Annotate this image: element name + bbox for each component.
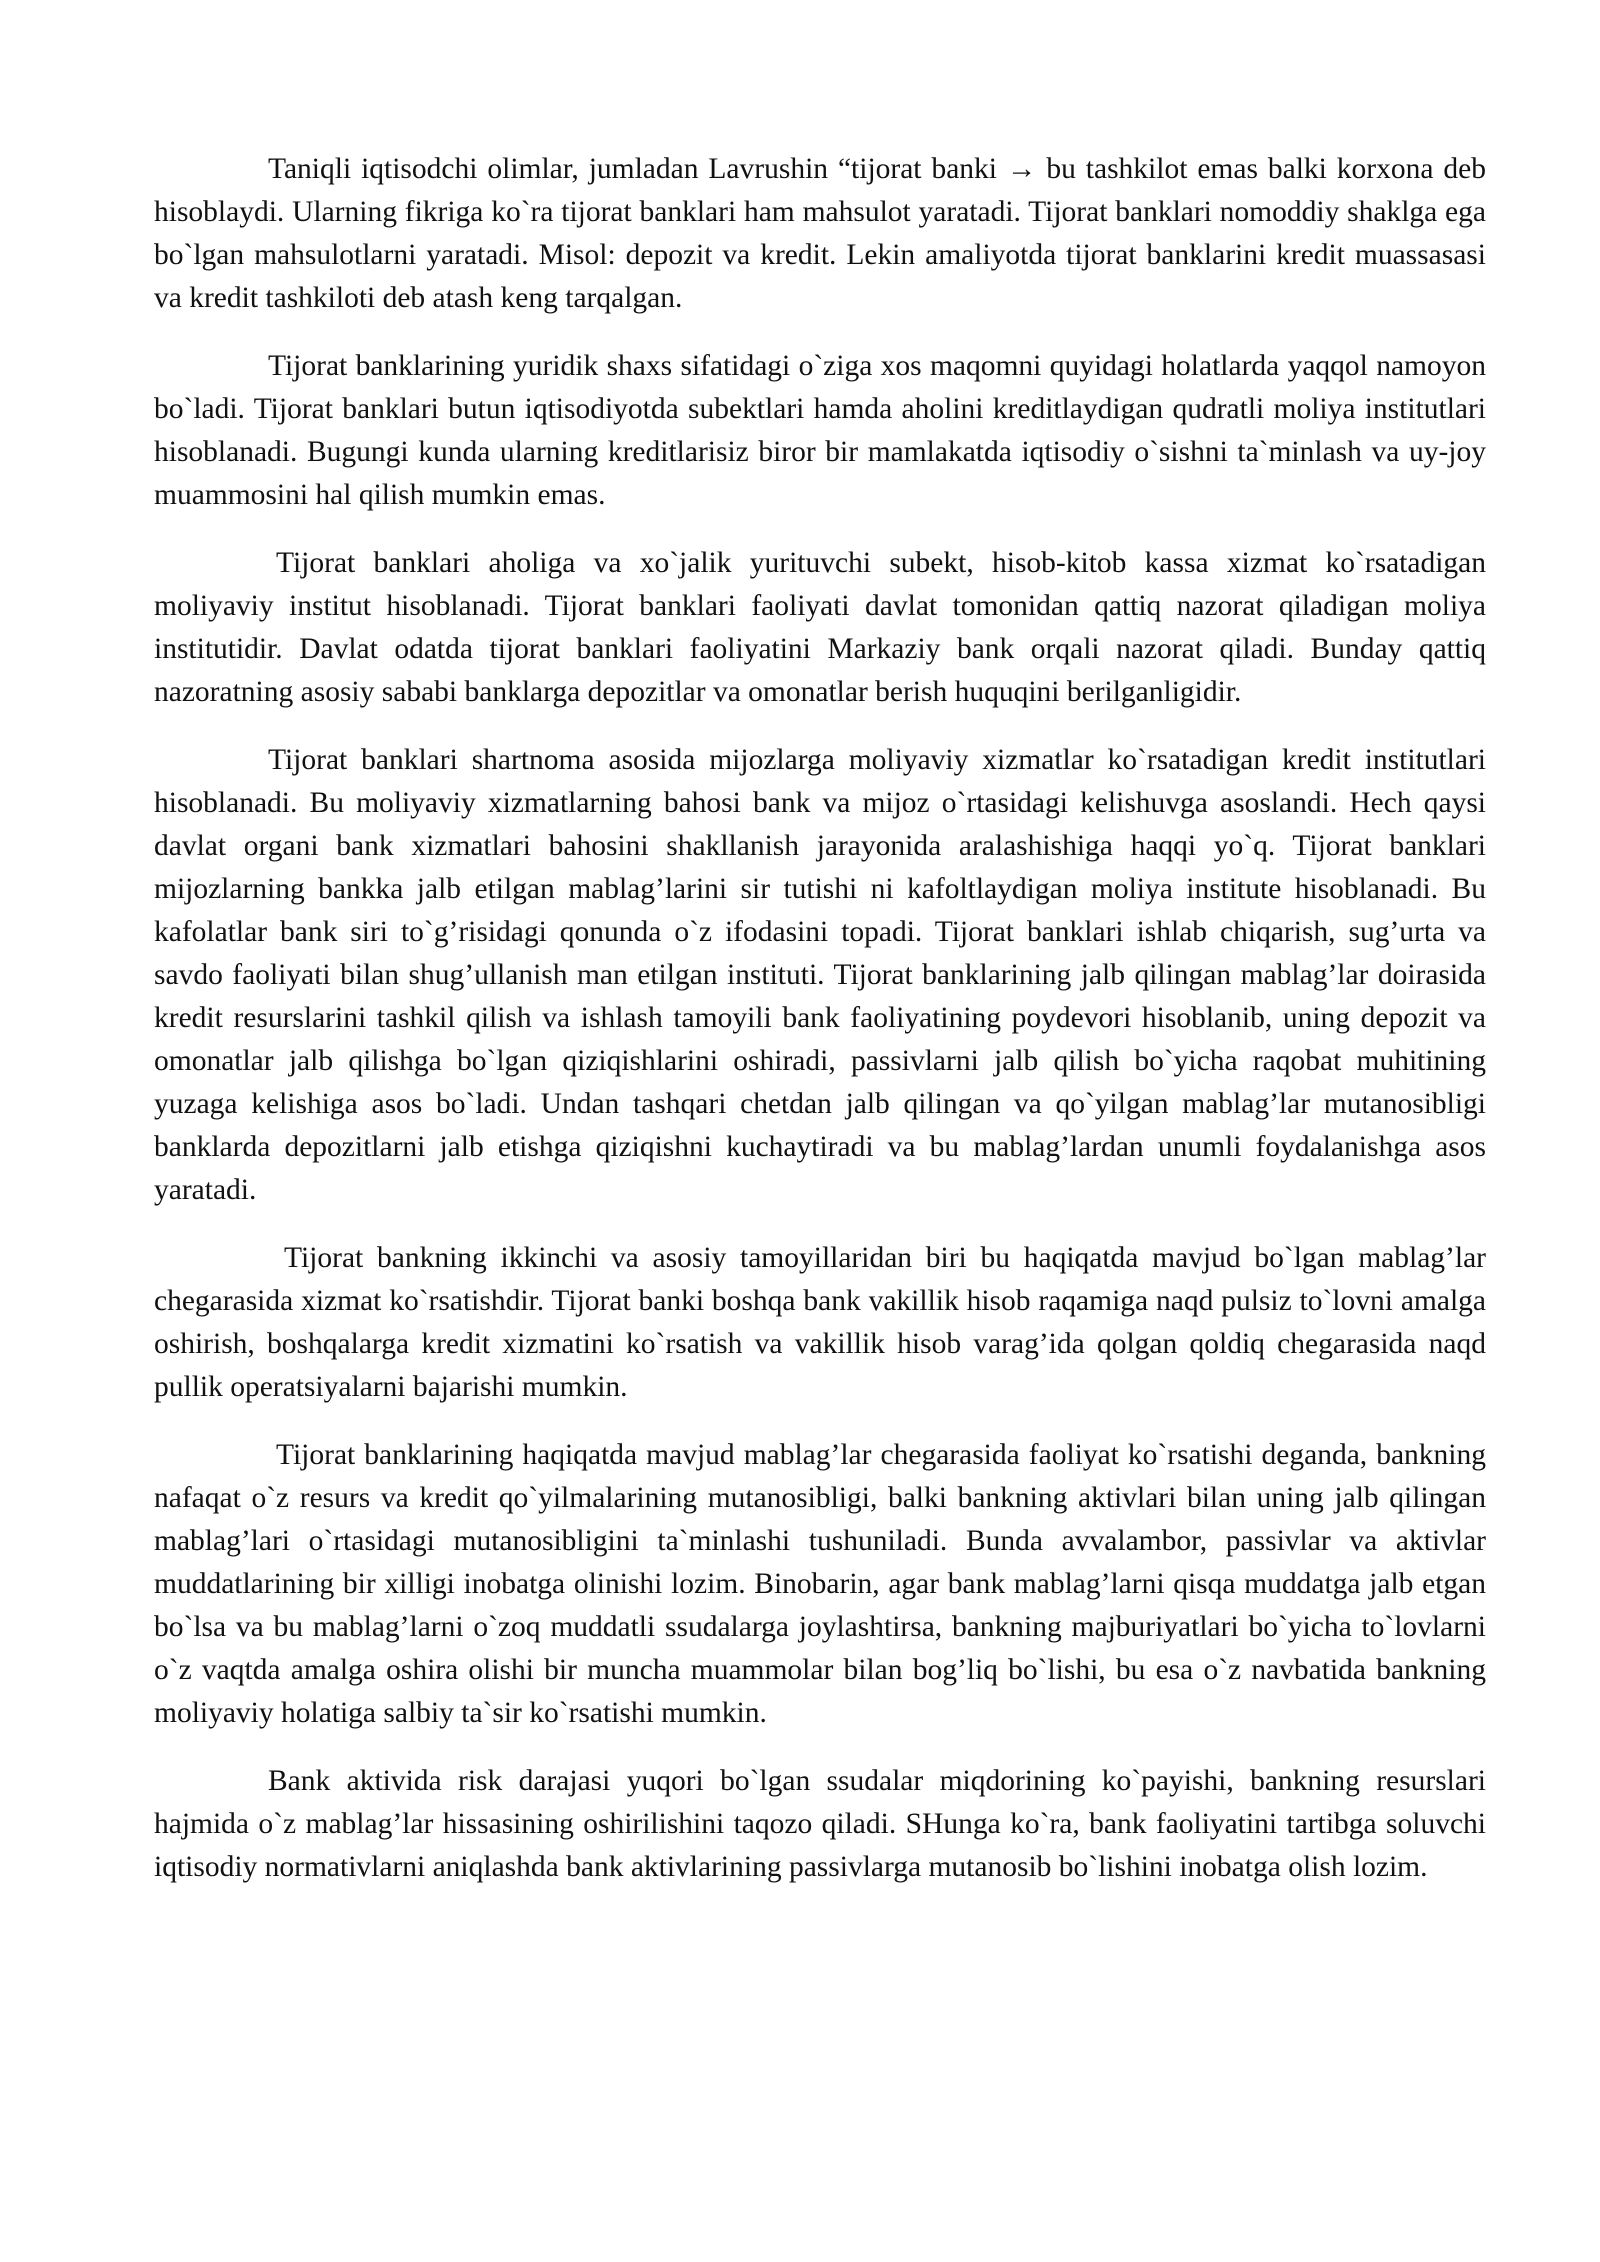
paragraph-1: Taniqli iqtisodchi olimlar, jumladan Lavrushin “tijorat banki → bu tashkilot emas balki korxona deb hisoblaydi. Ularning fikriga ko`ra tijorat banklari ham mahsulot yaratadi. Tijorat banklari nomoddiy shaklga ega bo`lgan mahsulotlarni yaratadi. Misol: depozit va kredit. Lekin amaliyotda tijorat banklarini kredit muassasasi va kredit tashkiloti deb atash keng tarqalgan. xyxy=(154,153,1486,314)
paragraph-4: Tijorat banklari shartnoma asosida mijozlarga moliyaviy xizmatlar ko`rsatadigan kredit institutlari hisoblanadi. Bu moliyaviy xizmatlarning bahosi bank va mijoz o`rtasidagi kelishuvga asoslandi. Hech qaysi davlat organi bank xizmatlari bahosini shakllanish jarayonida aralashishiga haqqi yo`q. Tijorat banklari mijozlarning bankka jalb etilgan mablag’larini sir tutishi ni kafoltlaydigan moliya institute hisoblanadi. Bu kafolatlar bank siri to`g’risidagi qonunda o`z ifodasini topadi. Tijorat banklari ishlab chiqarish, sug’urta va savdo faoliyati bilan shug’ullanish man etilgan instituti. Tijorat banklarining jalb qilingan mablag’lar doirasida kredit resurslarini tashkil qilish va ishlash tamoyili bank faoliyatining poydevori hisoblanib, uning depozit va omonatlar jalb qilishga bo`lgan qiziqishlarini oshiradi, passivlarni jalb qilish bo`yicha raqobat muhitining yuzaga kelishiga asos bo`ladi. Undan tashqari chetdan jalb qilingan va qo`yilgan mablag’lar mutanosibligi banklarda depozitlarni jalb etishga qiziqishni kuchaytiradi va bu mablag’lardan unumli foydalanishga asos yaratadi. xyxy=(154,744,1486,1206)
paragraph-3: Tijorat banklari aholiga va xo`jalik yurituvchi subekt, hisob-kitob kassa xizmat ko`rsatadigan moliyaviy institut hisoblanadi. Tijorat banklari faoliyati davlat tomonidan qattiq nazorat qiladigan moliya institutidir. Davlat odatda tijorat banklari faoliyatini Markaziy bank orqali nazorat qiladi. Bunday qattiq nazoratning asosiy sababi banklarga depozitlar va omonatlar berish huquqini berilganligidir. xyxy=(154,547,1486,708)
document-body xyxy=(154,148,1486,1914)
paragraph-2: Tijorat banklarining yuridik shaxs sifatidagi o`ziga xos maqomni quyidagi holatlarda yaqqol namoyon bo`ladi. Tijorat banklari butun iqtisodiyotda subektlari hamda aholini kreditlaydigan qudratli moliya institutlari hisoblanadi. Bugungi kunda ularning kreditlarisiz biror bir mamlakatda iqtisodiy o`sishni ta`minlash va uy-joy muammosini hal qilish mumkin emas. xyxy=(154,350,1486,511)
paragraph-5: Tijorat bankning ikkinchi va asosiy tamoyillaridan biri bu haqiqatda mavjud bo`lgan mablag’lar chegarasida xizmat ko`rsatishdir. Tijorat banki boshqa bank vakillik hisob raqamiga naqd pulsiz to`lovni amalga oshirish, boshqalarga kredit xizmatini ko`rsatish va vakillik hisob varag’ida qolgan qoldiq chegarasida naqd pullik operatsiyalarni bajarishi mumkin. xyxy=(154,1242,1486,1403)
paragraph-7: Bank aktivida risk darajasi yuqori bo`lgan ssudalar miqdorining ko`payishi, bankning resurslari hajmida o`z mablag’lar hissasining oshirilishini taqozo qiladi. SHunga ko`ra, bank faoliyatini tartibga soluvchi iqtisodiy normativlarni aniqlashda bank aktivlarining passivlarga mutanosib bo`lishini inobatga olish lozim. xyxy=(154,1765,1486,1883)
paragraph-6: Tijorat banklarining haqiqatda mavjud mablag’lar chegarasida faoliyat ko`rsatishi deganda, bankning nafaqat o`z resurs va kredit qo`yilmalarining mutanosibligi, balki bankning aktivlari bilan uning jalb qilingan mablag’lari o`rtasidagi mutanosibligini ta`minlashi tushuniladi. Bunda avvalambor, passivlar va aktivlar muddatlarining bir xilligi inobatga olinishi lozim. Binobarin, agar bank mablag’larni qisqa muddatga jalb etgan bo`lsa va bu mablag’larni o`zoq muddatli ssudalarga joylashtirsa, bankning majburiyatlari bo`yicha to`lovlarni o`z vaqtda amalga oshira olishi bir muncha muammolar bilan bog’liq bo`lishi, bu esa o`z navbatida bankning moliyaviy holatiga salbiy ta`sir ko`rsatishi mumkin. xyxy=(154,1439,1486,1729)
